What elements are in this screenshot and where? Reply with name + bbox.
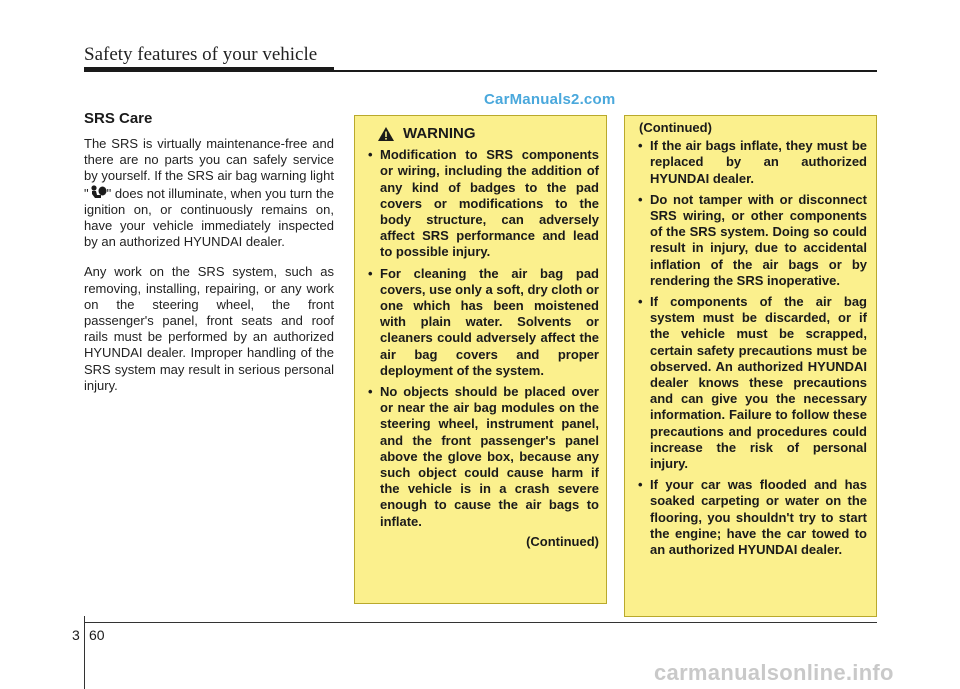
continued-label: (Continued) xyxy=(526,533,599,549)
warning-list xyxy=(365,147,599,530)
airbag-warning-icon xyxy=(89,185,107,200)
srs-care-paragraph-1 xyxy=(84,136,334,250)
continued-warning-box xyxy=(624,115,877,617)
footer-divider-vertical xyxy=(84,616,85,689)
warning-box xyxy=(354,115,607,604)
watermark-top: CarManuals2.com xyxy=(484,91,616,108)
srs-care-paragraph-2: Any work on the SRS system, such as removing, installing, repairing, or any work on the steering wheel, the front passenger's panel, front seats and roof rails must be performed by an authorized HYUNDAI dealer. Improper handling of the SRS system may result in serious personal injury. xyxy=(84,264,334,393)
warning-label: WARNING xyxy=(403,125,476,142)
page-number: 60 xyxy=(89,627,105,643)
continued-heading: (Continued) xyxy=(639,120,712,135)
section-number: 3 xyxy=(72,627,80,643)
warning-item: • If the air bags inflate, they must be replaced by an authorized HYUNDAI dealer. xyxy=(635,138,867,187)
paragraph-1-text-b: " does not illuminate, when you turn the ignition on, or continuously remains on, have your vehicle immediately inspected by an authorized HYUNDAI dealer. xyxy=(84,185,334,250)
warning-item: • If your car was flooded and has soaked carpeting or water on the flooring, you shouldn't try to start the engine; have the car towed to an authorized HYUNDAI dealer. xyxy=(635,477,867,558)
header-bar xyxy=(84,67,334,72)
continued-warning-list xyxy=(635,138,867,558)
warning-item: • If components of the air bag system must be discarded, or if the vehicle must be scrapped, certain safety precautions must be observed. An authorized HYUNDAI dealer knows these precautions and can give you the necessary information. Failure to follow these precautions and procedures could increase the risk of personal injury. xyxy=(635,294,867,472)
srs-care-section xyxy=(84,110,334,408)
header-rule xyxy=(334,70,877,72)
warning-triangle-icon xyxy=(377,126,395,142)
section-title: SRS Care xyxy=(84,110,153,127)
footer-divider-horizontal xyxy=(84,622,877,623)
warning-heading xyxy=(377,126,599,142)
warning-item: • Do not tamper with or disconnect SRS wiring, or other components of the SRS system. Doing so could result in injury, due to accidental inflation of the air bags or by rendering the SRS inoperative. xyxy=(635,192,867,289)
warning-item: • Modification to SRS components or wiring, including the addition of any kind of badges to the pad covers or modifications to the body structure, can adversely affect SRS performance and lead to possible injury. xyxy=(365,147,599,260)
paragraph-1-text-a: The SRS is virtually maintenance-free and there are no parts you can safely service by yourself. If the SRS air bag warning light " xyxy=(84,136,334,201)
warning-item: • For cleaning the air bag pad covers, use only a soft, dry cloth or one which has been moistened with plain water. Solvents or cleaners could adversely affect the air bag covers and proper deployment of the system. xyxy=(365,266,599,379)
warning-item: • No objects should be placed over or near the air bag modules on the steering wheel, instrument panel, and the front passenger's panel above the glove box, because any such object could cause harm if the vehicle is in a crash severe enough to cause the air bags to inflate. xyxy=(365,384,599,530)
page-header-title: Safety features of your vehicle xyxy=(84,44,318,65)
watermark-bottom: carmanualsonline.info xyxy=(654,660,894,685)
